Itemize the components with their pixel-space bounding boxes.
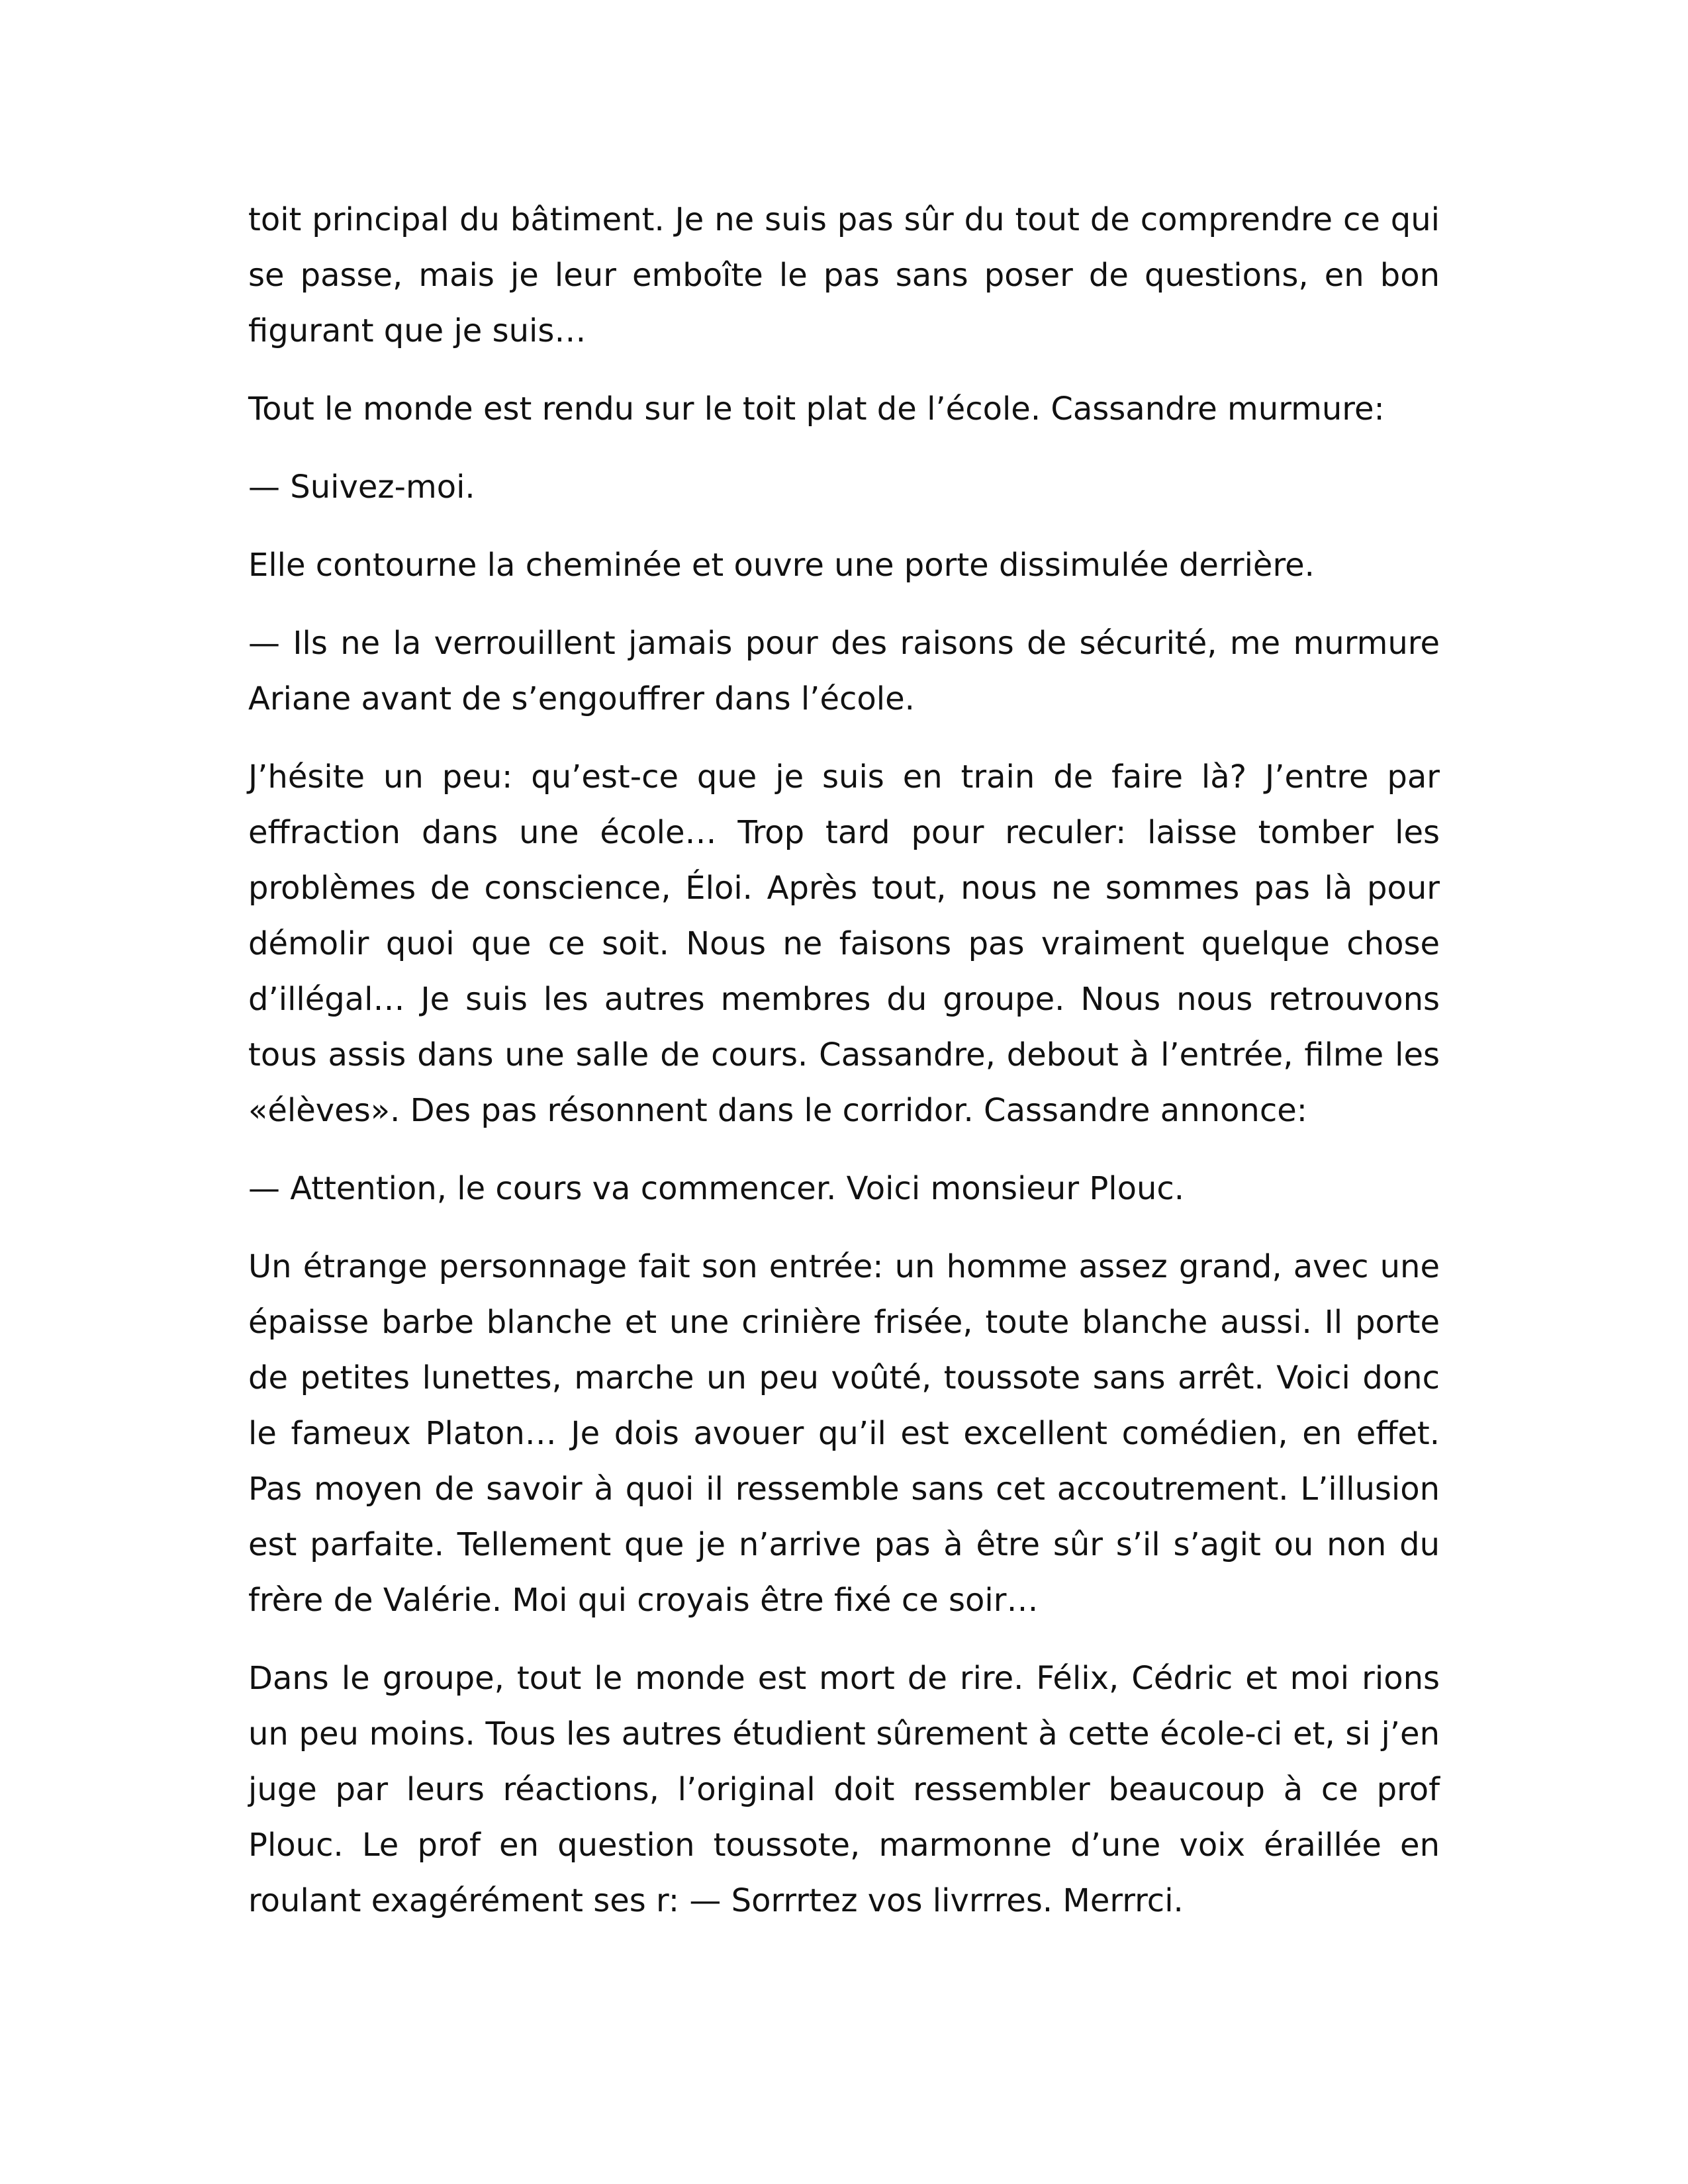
- paragraph-5: Un étrange personnage fait son entrée: un homme assez grand, avec une épaisse barbe blanche et une crinière frisée, toute blanche aussi. Il porte de petites lunettes, marche un peu voûté, toussote sans arrêt. Voici donc le fameux Platon… Je dois avouer qu’il est excellent comédien, en effet. Pas moyen de savoir à quoi il ressemble sans cet accoutrement. L’illusion est parfaite. Tellement que je n’arrive pas à être sûr s’il s’agit ou non du frère de Valérie. Moi qui croyais être fixé ce soir…: [248, 1248, 1440, 1619]
- paragraph-1: toit principal du bâtiment. Je ne suis pas sûr du tout de comprendre ce qui se passe, mais je leur emboîte le pas sans poser de questions, en bon figurant que je suis…: [248, 201, 1440, 349]
- page-body: [248, 192, 1440, 1951]
- dialogue-line-3: — Attention, le cours va commencer. Voici monsieur Plouc.: [248, 1170, 1185, 1207]
- dialogue-line-1: — Suivez-moi.: [248, 469, 475, 506]
- paragraph-3: Elle contourne la cheminée et ouvre une porte dissimulée derrière.: [248, 547, 1315, 584]
- paragraph-4: J’hésite un peu: qu’est-ce que je suis en train de faire là? J’entre par effraction dans une école… Trop tard pour reculer: laisse tomber les problèmes de conscience, Éloi. Après tout, nous ne sommes pas là pour démolir quoi que ce soit. Nous ne faisons pas vraiment quelque chose d’illégal… Je suis les autres membres du groupe. Nous nous retrouvons tous assis dans une salle de cours. Cassandre, debout à l’entrée, filme les «élèves». Des pas résonnent dans le corridor. Cassandre annonce:: [248, 758, 1440, 1129]
- paragraph-6: Dans le groupe, tout le monde est mort de rire. Félix, Cédric et moi rions un peu moins. Tous les autres étudient sûrement à cette école-ci et, si j’en juge par leurs réactions, l’original doit ressembler beaucoup à ce prof Plouc. Le prof en question toussote, marmonne d’une voix éraillée en roulant exagérément ses r: — Sorrrtez vos livrrres. Merrrci.: [248, 1660, 1440, 1919]
- paragraph-2: Tout le monde est rendu sur le toit plat de l’école. Cassandre murmure:: [248, 390, 1385, 428]
- dialogue-line-2: — Ils ne la verrouillent jamais pour des raisons de sécurité, me murmure Ariane avant de s’engouffrer dans l’école.: [248, 625, 1440, 717]
